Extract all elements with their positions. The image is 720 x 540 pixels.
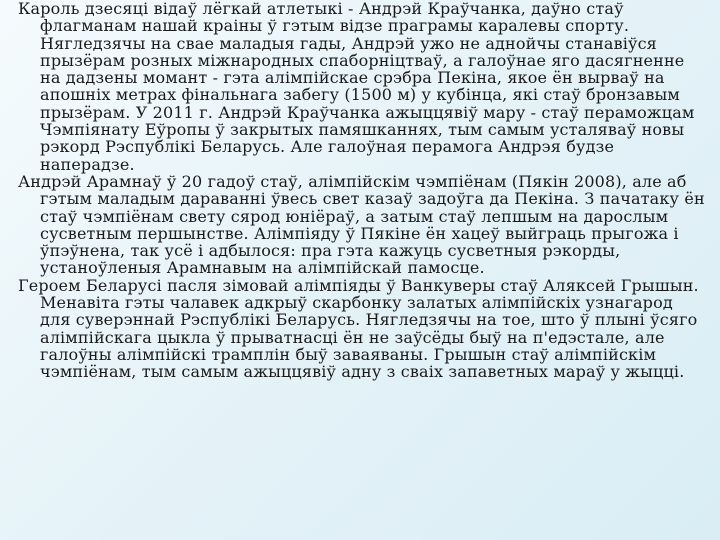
paragraph-kravchenko: Кароль дзесяці відаў лёгкай атлетыкі - Андрэй Краўчанка, даўно стаў флагманам нашай краіны ў гэтым відзе праграмы каралевы спорту. Нягледзячы на свае маладыя гады, Андрэй ужо не аднойчы станавіўся прызёрам розных міжнародных спаборніцтваў, а галоўнае яго дасягненне на дадзены момант - гэта алімпійскае срэбра Пекіна, якое ён вырваў на апошніх метрах фінальнага забегу (1500 м) у кубінца, які стаў бронзавым прызёрам. У 2011 г. Андрэй Краўчанка ажыццявіў мару - стаў пераможцам Чэмпіянату Еўропы ў закрытых памяшканнях, тым самым усталяваў новы рэкорд Рэспублікі Беларусь. Але галоўная перамога Андрэя будзе наперадзе. bbox=[18, 0, 695, 174]
slide-text-body bbox=[18, 0, 708, 381]
paragraph-hryshyn: Героем Беларусі пасля зімовай алімпіяды ў Ванкуверы стаў Аляксей Грышын. Менавіта гэты чалавек адкрыў скарбонку залатых алімпійскіх узнагарод для суверэннай Рэспублікі Беларусь. Нягледзячы на тое, што ў плыні ўсяго алімпійскага цыкла ў прыватнасці ён не заўсёды быў на п'едэстале, але галоўны алімпійскі трамплін быў заваяваны. Грышын стаў алімпійскім чэмпіёнам, тым самым ажыццявіў адну з сваіх запаветных мараў у жыцці. bbox=[18, 275, 699, 382]
paragraph-aramnau: Андрэй Арамнаў ў 20 гадоў стаў, алімпійскім чэмпіёнам (Пякін 2008), але аб гэтым маладым дараванні ўвесь свет казаў задоўга да Пекіна. З пачатаку ён стаў чэмпіёнам свету сярод юніёраў, а затым стаў лепшым на дарослым сусветным першынстве. Алімпіяду ў Пякіне ён хацеў выйграць прыгожа і ўпэўнена, так усё і адбылося: пра гэта кажуць сусветныя рэкорды, устаноўленыя Арамнавым на алімпійскай памосце. bbox=[18, 171, 705, 278]
